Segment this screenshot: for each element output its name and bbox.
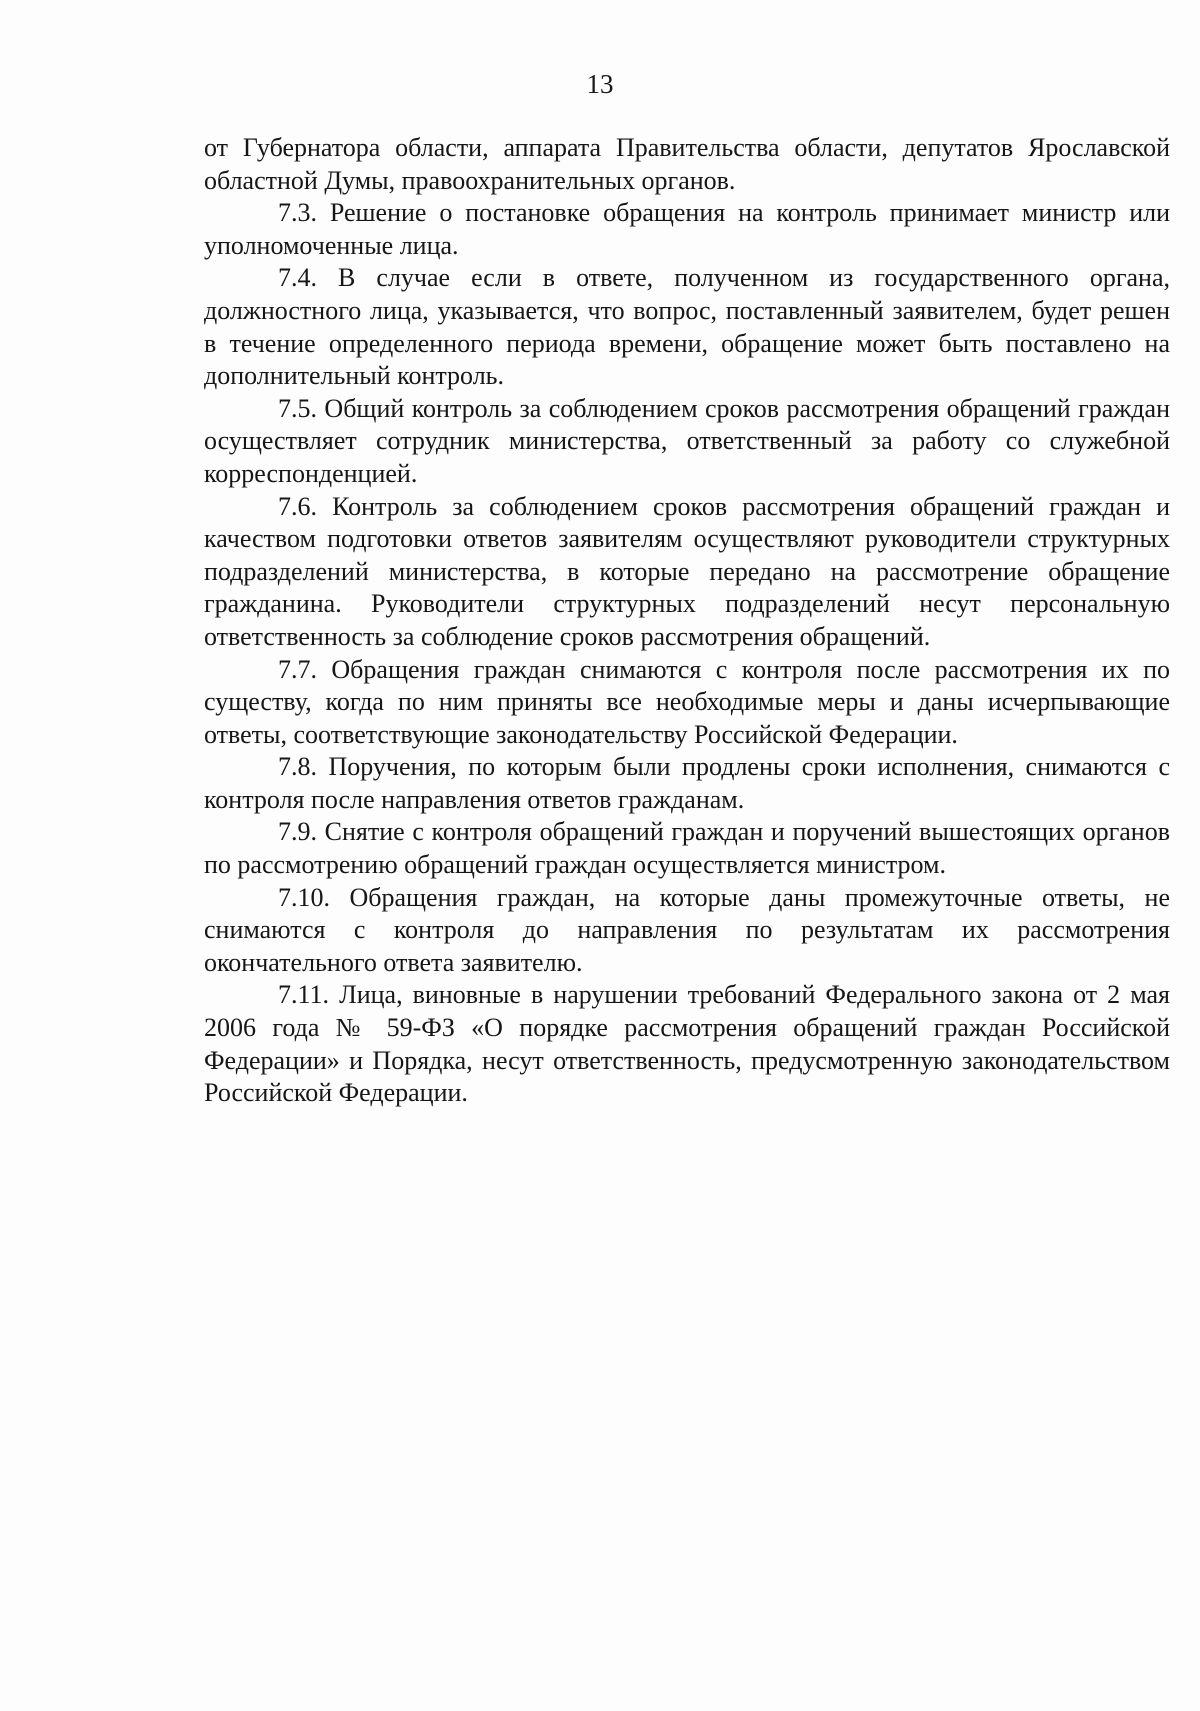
paragraph-7-6: 7.6. Контроль за соблюдением сроков рассмотрения обращений граждан и качеством подготовки ответов заявителям осуществляют руководители структурных подразделений министерства, в которые передано на рассмотрение обращение гражданина. Руководители структурных подразделений несут персональную ответственность за соблюдение сроков рассмотрения обращений.: [204, 491, 1170, 651]
paragraph-7-9: 7.9. Снятие с контроля обращений граждан и поручений вышестоящих органов по рассмотрению обращений граждан осуществляется министром.: [204, 817, 1170, 880]
document-body: [204, 132, 1170, 1110]
paragraph-7-8: 7.8. Поручения, по которым были продлены сроки исполнения, снимаются с контроля после направления ответов гражданам.: [204, 752, 1170, 814]
page-number: 13: [586, 69, 614, 99]
paragraph-7-11: 7.11. Лица, виновные в нарушении требований Федерального закона от 2 мая 2006 года № 59-ФЗ «О порядке рассмотрения обращений граждан Российской Федерации» и Порядка, несут ответственность, предусмотренную законодательством Российской Федерации.: [204, 980, 1170, 1108]
paragraph-7-5: 7.5. Общий контроль за соблюдением сроков рассмотрения обращений граждан осуществляет сотрудник министерства, ответственный за работу со служебной корреспонденцией.: [204, 393, 1170, 488]
paragraph-7-7: 7.7. Обращения граждан снимаются с контроля после рассмотрения их по существу, когда по ним приняты все необходимые меры и даны исчерпывающие ответы, соответствующие законодательству Российской Федерации.: [204, 654, 1170, 749]
paragraph-continuation: от Губернатора области, аппарата Правительства области, депутатов Ярославской областной Думы, правоохранительных органов.: [204, 133, 1170, 195]
paragraph-7-10: 7.10. Обращения граждан, на которые даны промежуточные ответы, не снимаются с контроля до направления по результатам их рассмотрения окончательного ответа заявителю.: [204, 882, 1170, 977]
paragraph-7-4: 7.4. В случае если в ответе, полученном из государственного органа, должностного лица, указывается, что вопрос, поставленный заявителем, будет решен в течение определенного периода времени, обращение может быть поставлено на дополнительный контроль.: [204, 263, 1170, 391]
paragraph-7-3: 7.3. Решение о постановке обращения на контроль принимает министр или уполномоченные лица.: [204, 198, 1170, 260]
